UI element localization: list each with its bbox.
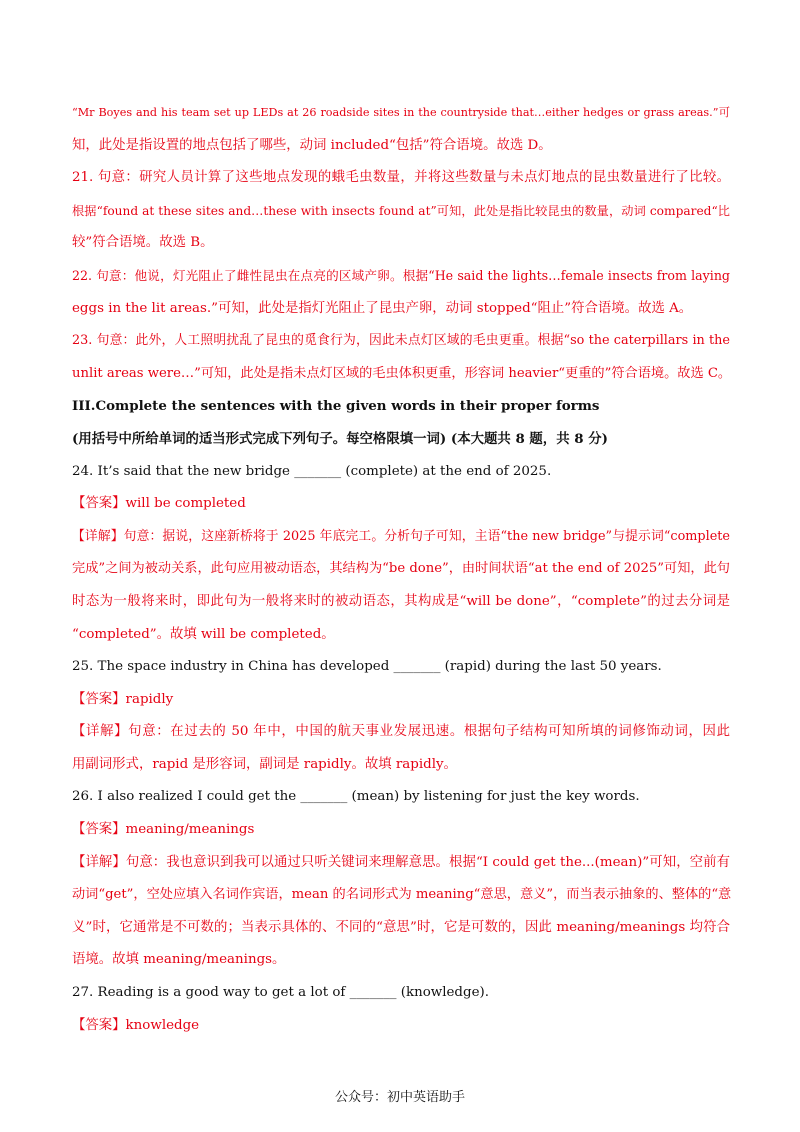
text-line: 用副词形式，rapid 是形容词，副词是 rapidly。故填 rapidly。 xyxy=(72,756,457,772)
text-line: 【答案】rapidly xyxy=(72,691,174,707)
text-line: “Mr Boyes and his team set up LEDs at 26 roadside sites in the countryside that…either hedges or grass areas.”可 xyxy=(72,106,730,119)
text-line: 26. I also realized I could get the _______ (mean) by listening for just the key words. xyxy=(72,789,640,805)
text-line: 义”时，它通常是不可数的；当表示具体的、不同的“意思”时，它是可数的，因此 meaning/meanings 均符合 xyxy=(72,919,730,935)
text-line: 22. 句意：他说，灯光阻止了雌性昆虫在点亮的区域产卵。根据“He said the lights…female insects from laying xyxy=(72,267,730,283)
text-line: 【详解】句意：据说，这座新桥将于 2025 年底完工。分析句子可知，主语“the new bridge”与提示词“complete xyxy=(72,528,730,544)
text-line: 21. 句意：研究人员计算了这些地点发现的蛾毛虫数量，并将这些数量与未点灯地点的昆虫数量进行了比较。 xyxy=(72,170,730,186)
text-line: 完成”之间为被动关系，此句应用被动语态，其结构为“be done”，由时间状语“at the end of 2025”可知，此句 xyxy=(72,561,730,577)
document-body xyxy=(72,97,730,1042)
text-line: 【答案】meaning/meanings xyxy=(72,822,255,838)
text-line: unlit areas were…”可知，此处是指未点灯区域的毛虫体积更重，形容词 heavier“更重的”符合语境。故选 C。 xyxy=(72,365,732,381)
page-footer: 公众号：初中英语助手 xyxy=(334,1090,465,1105)
text-line: 知，此处是指设置的地点包括了哪些，动词 included“包括”符合语境。故选 D。 xyxy=(72,137,552,153)
text-line: 较”符合语境。故选 B。 xyxy=(72,235,214,251)
text-line: III.Complete the sentences with the given words in their proper forms xyxy=(72,398,600,415)
text-line: 25. The space industry in China has developed _______ (rapid) during the last 50 years. xyxy=(72,659,662,675)
text-line: 24. It’s said that the new bridge _______ (complete) at the end of 2025. xyxy=(72,463,552,479)
text-line: 27. Reading is a good way to get a lot of _______ (knowledge). xyxy=(72,985,489,1001)
text-line: 【答案】will be completed xyxy=(72,496,246,512)
text-line: 根据“found at these sites and…these with insects found at”可知，此处是指比较昆虫的数量，动词 compared“比 xyxy=(72,203,730,218)
text-line: 【详解】句意：我也意识到我可以通过只听关键词来理解意思。根据“I could get the...(mean)”可知，空前有 xyxy=(72,854,730,870)
text-line: 时态为一般将来时，即此句为一般将来时的被动语态，其构成是“will be done”，“complete”的过去分词是 xyxy=(72,593,730,609)
text-line: eggs in the lit areas.”可知，此处是指灯光阻止了昆虫产卵，动词 stopped“阻止”符合语境。故选 A。 xyxy=(72,300,693,316)
text-line: 【详解】句意：在过去的 50 年中，中国的航天事业发展迅速。根据句子结构可知所填的词修饰动词，因此 xyxy=(72,724,730,740)
text-line: 【答案】knowledge xyxy=(72,1017,200,1033)
text-line: “completed”。故填 will be completed。 xyxy=(72,626,335,642)
text-line: (用括号中所给单词的适当形式完成下列句子。每空格限填一词) (本大题共 8 题，共 8 分) xyxy=(72,430,608,447)
text-line: 23. 句意：此外，人工照明扰乱了昆虫的觅食行为，因此未点灯区域的毛虫更重。根据“so the caterpillars in the xyxy=(72,333,730,349)
text-line: 动词“get”，空处应填入名词作宾语，mean 的名词形式为 meaning“意思，意义”，而当表示抽象的、整体的“意 xyxy=(72,887,732,903)
text-line: 语境。故填 meaning/meanings。 xyxy=(72,952,286,968)
